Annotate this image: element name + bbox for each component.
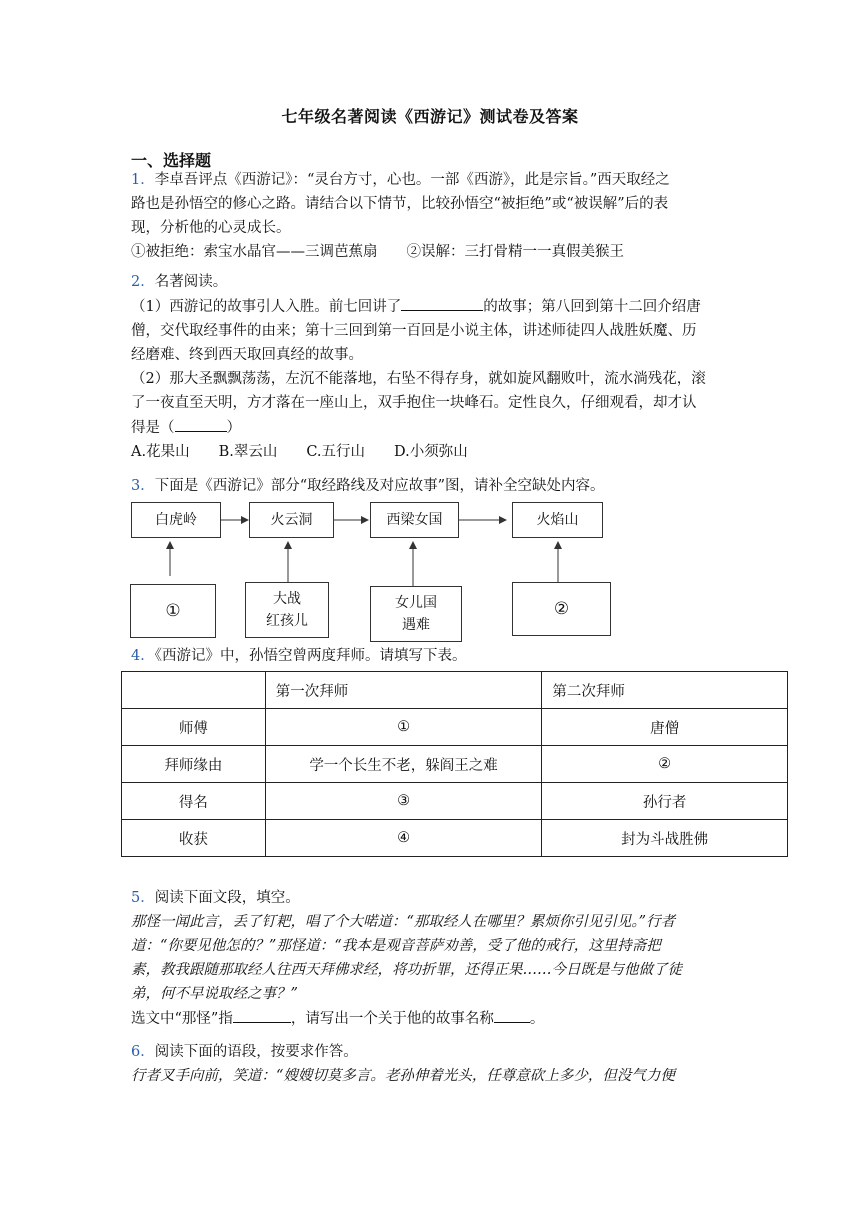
table-cell: 唐僧 (542, 709, 788, 746)
question-number: 5． (131, 890, 155, 906)
table-header: 第一次拜师 (265, 672, 542, 709)
table-header: 第二次拜师 (542, 672, 788, 709)
route-box-2: 火云洞 (249, 502, 334, 538)
table-cell: 封为斗战胜佛 (542, 820, 788, 857)
table-cell: 孙行者 (542, 783, 788, 820)
question-4: 4．《西游记》中，孙悟空曾两度拜师。请填写下表。 (131, 648, 467, 664)
answer-blank[interactable] (175, 415, 227, 432)
story-box-3: 女儿国 遇难 (370, 586, 462, 642)
table-row (122, 746, 788, 783)
table-cell[interactable]: ④ (265, 820, 542, 857)
table-row (122, 820, 788, 857)
table-cell: 拜师缘由 (122, 746, 266, 783)
question-3: 3．下面是《西游记》部分“取经路线及对应故事”图，请补全空缺处内容。 (131, 478, 605, 494)
question-number: 4． (131, 648, 155, 664)
answer-blank[interactable] (494, 1006, 530, 1023)
question-2: 2．名著阅读。 （1）西游记的故事引人入胜。前七回讲了 的故事；第八回到第十二回介绍唐 僧，交代取经事件的由来；第十三回到第一百回是小说主体，讲述师徒四人战胜妖魔、历 经磨难、终到西天取回真经的故事。 （2）那大圣飘飘荡荡，左沉不能落地，右坠不得存身，就如旋风翻败叶，流水淌残花，滚 了一夜直至天明，方才落在一座山上，双手抱住一块峰石。定性良久，仔细观看，却才认 得是（ ） A.花果山 B.翠云山 C.五行山 D.小须弥山 (131, 270, 731, 464)
story-box-2: 大战 红孩儿 (245, 582, 329, 638)
route-box-3: 西梁女国 (370, 502, 459, 538)
question-6: 6．阅读下面的语段，按要求作答。 行者叉手向前，笑道：“嫂嫂切莫多言。老孙伸着光头，任尊意砍上多少，但没气力便 (131, 1040, 731, 1088)
passage-line: 那怪一闻此言，丢了钉耙，唱了个大喏道：“那取经人在哪里？累烦你引见引见。”行者 (131, 914, 676, 930)
route-box-1: 白虎岭 (131, 502, 221, 538)
table-cell: 学一个长生不老，躲阎王之难 (265, 746, 542, 783)
question-number: 2． (131, 274, 155, 290)
answer-blank[interactable] (233, 1006, 291, 1023)
options: A.花果山 B.翠云山 C.五行山 D.小须弥山 (131, 444, 468, 460)
route-box-4: 火焰山 (512, 502, 603, 538)
passage-line: 行者叉手向前，笑道：“嫂嫂切莫多言。老孙伸着光头，任尊意砍上多少，但没气力便 (131, 1068, 675, 1084)
table-row (122, 783, 788, 820)
table-cell: 收获 (122, 820, 266, 857)
route-diagram (128, 500, 618, 642)
table-cell: 师傅 (122, 709, 266, 746)
question-1: 1．李卓吾评点《西游记》：“灵台方寸，心也。一部《西游》，此是宗旨。”西天取经之 路也是孙悟空的修心之路。请结合以下情节，比较孙悟空“被拒绝”或“被误解”后的表 现，分析他的心灵成长。 ①被拒绝：索宝水晶官——三调芭蕉扇 ②误解：三打骨精一一真假美猴王 (131, 172, 670, 260)
master-table (121, 671, 788, 857)
passage-line: 道：“你要见他怎的？”那怪道：“我本是观音菩萨劝善，受了他的戒行，这里持斋把 (131, 938, 661, 954)
passage-line: 素，教我跟随那取经人往西天拜佛求经，将功折罪，还得正果……今日既是与他做了徒 (131, 962, 682, 978)
table-cell[interactable]: ① (265, 709, 542, 746)
question-5: 5．阅读下面文段，填空。 那怪一闻此言，丢了钉耙，唱了个大喏道：“那取经人在哪里？累烦你引见引见。”行者 道：“你要见他怎的？”那怪道：“我本是观音菩萨劝善，受了他的戒行，这里持斋把 素，教我跟随那取经人往西天拜佛求经，将功折罪，还得正果……今日既是与他做了徒 弟，何不早说取经之事？” 选文中“那怪”指 ，请写出一个关于他的故事名称 。 (131, 886, 731, 1031)
table-header (122, 672, 266, 709)
table-header-row (122, 672, 788, 709)
question-number: 3． (131, 478, 155, 494)
passage-line: 弟，何不早说取经之事？” (131, 986, 298, 1002)
answer-blank[interactable] (401, 294, 483, 311)
table-cell[interactable]: ② (542, 746, 788, 783)
table-cell[interactable]: ③ (265, 783, 542, 820)
page-title: 七年级名著阅读《西游记》测试卷及答案 (281, 107, 579, 126)
question-number: 1． (131, 172, 155, 188)
section-heading: 一、选择题 (131, 151, 212, 170)
story-box-4: ② (512, 582, 611, 636)
question-number: 6． (131, 1044, 155, 1060)
table-row (122, 709, 788, 746)
story-box-1: ① (130, 584, 216, 638)
table-cell: 得名 (122, 783, 266, 820)
